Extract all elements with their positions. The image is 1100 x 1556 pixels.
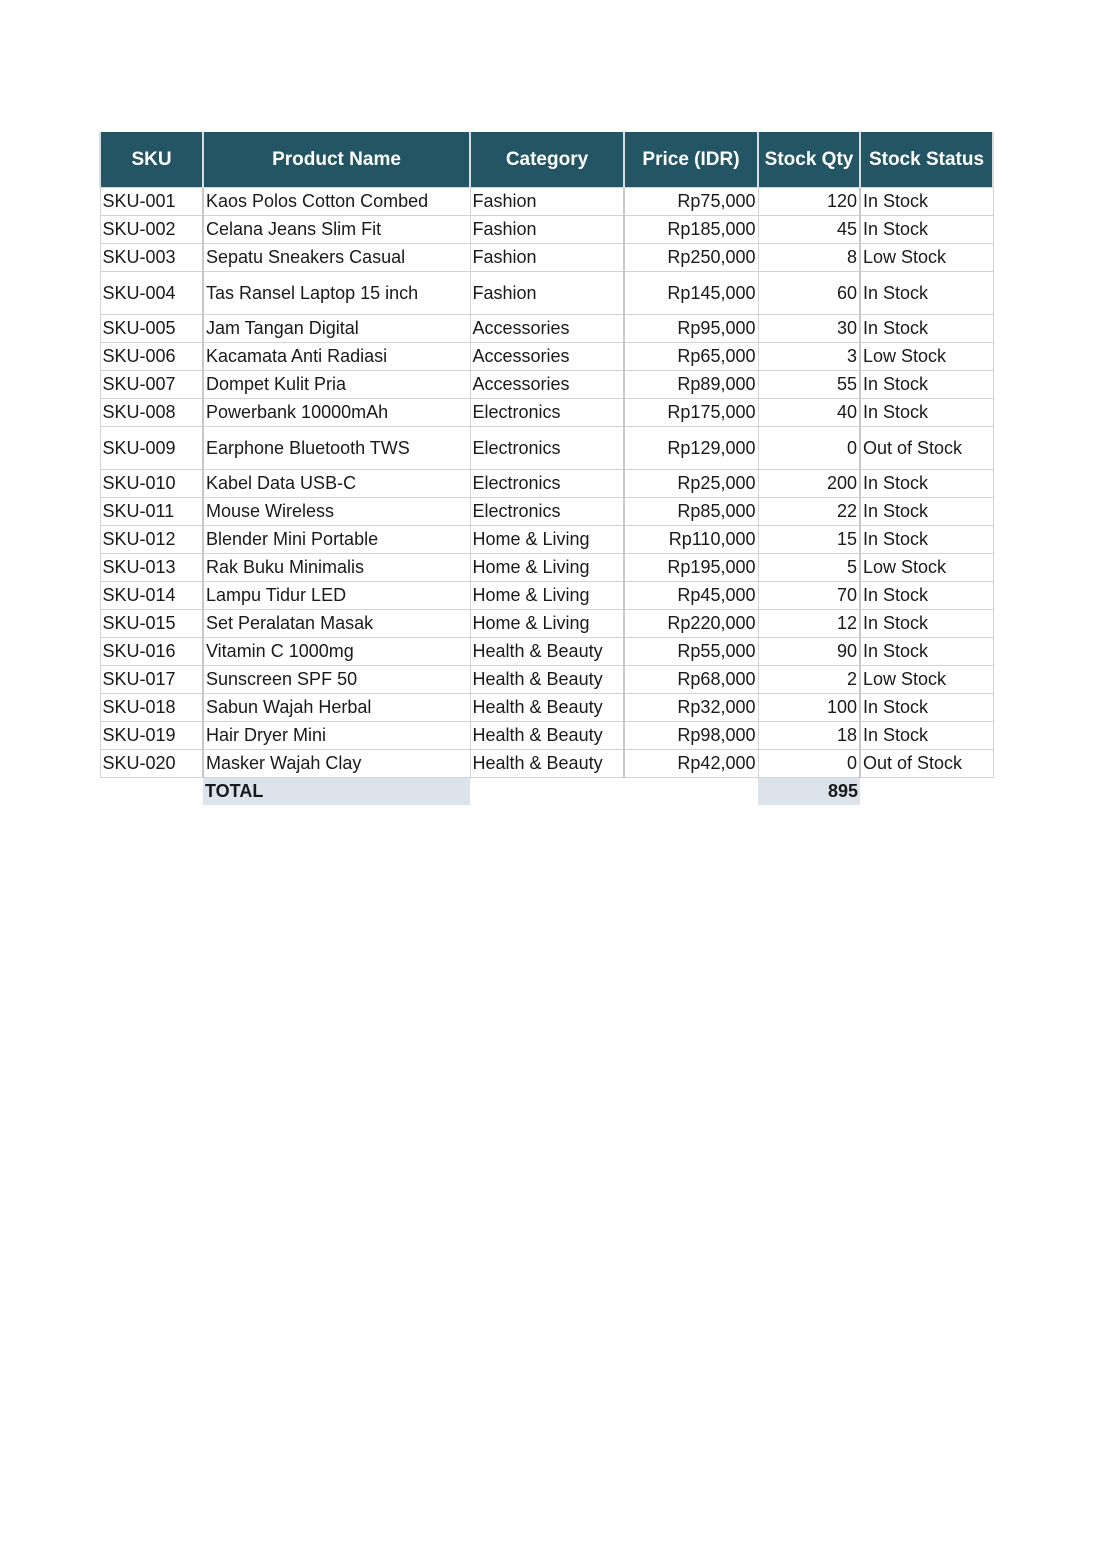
cell-product-name: Rak Buku Minimalis — [203, 554, 470, 582]
total-blank-price — [624, 778, 758, 806]
table-body — [100, 188, 993, 778]
cell-category: Health & Beauty — [470, 722, 624, 750]
cell-stock-status: Low Stock — [860, 343, 993, 371]
cell-stock-qty: 60 — [758, 272, 860, 315]
cell-stock-qty: 15 — [758, 526, 860, 554]
cell-price: Rp25,000 — [624, 470, 758, 498]
table-row — [100, 427, 993, 470]
cell-sku: SKU-014 — [100, 582, 203, 610]
cell-product-name: Masker Wajah Clay — [203, 750, 470, 778]
cell-stock-qty: 30 — [758, 315, 860, 343]
table-row — [100, 694, 993, 722]
cell-stock-status: Out of Stock — [860, 750, 993, 778]
table-header — [100, 132, 993, 188]
cell-category: Fashion — [470, 272, 624, 315]
cell-stock-status: In Stock — [860, 638, 993, 666]
cell-price: Rp129,000 — [624, 427, 758, 470]
cell-product-name: Sepatu Sneakers Casual — [203, 244, 470, 272]
cell-price: Rp75,000 — [624, 188, 758, 216]
total-row — [100, 778, 993, 806]
cell-price: Rp85,000 — [624, 498, 758, 526]
table-row — [100, 498, 993, 526]
cell-stock-status: Low Stock — [860, 244, 993, 272]
cell-sku: SKU-005 — [100, 315, 203, 343]
cell-category: Accessories — [470, 343, 624, 371]
cell-sku: SKU-013 — [100, 554, 203, 582]
cell-category: Electronics — [470, 498, 624, 526]
cell-price: Rp175,000 — [624, 399, 758, 427]
table-row — [100, 272, 993, 315]
total-blank-status — [860, 778, 993, 806]
cell-category: Electronics — [470, 470, 624, 498]
total-label: TOTAL — [203, 778, 470, 806]
cell-stock-qty: 200 — [758, 470, 860, 498]
inventory-table — [99, 132, 994, 805]
cell-product-name: Kaos Polos Cotton Combed — [203, 188, 470, 216]
header-stock-status: Stock Status — [860, 132, 993, 188]
cell-stock-status: In Stock — [860, 272, 993, 315]
table-row — [100, 582, 993, 610]
cell-stock-status: Low Stock — [860, 666, 993, 694]
cell-stock-status: Out of Stock — [860, 427, 993, 470]
table-footer — [100, 778, 993, 806]
cell-category: Health & Beauty — [470, 666, 624, 694]
cell-stock-qty: 2 — [758, 666, 860, 694]
cell-price: Rp65,000 — [624, 343, 758, 371]
table-row — [100, 638, 993, 666]
cell-stock-status: In Stock — [860, 371, 993, 399]
cell-product-name: Set Peralatan Masak — [203, 610, 470, 638]
cell-sku: SKU-018 — [100, 694, 203, 722]
cell-price: Rp95,000 — [624, 315, 758, 343]
cell-sku: SKU-004 — [100, 272, 203, 315]
cell-category: Fashion — [470, 216, 624, 244]
cell-category: Accessories — [470, 371, 624, 399]
cell-product-name: Earphone Bluetooth TWS — [203, 427, 470, 470]
cell-stock-status: In Stock — [860, 188, 993, 216]
header-category: Category — [470, 132, 624, 188]
cell-sku: SKU-008 — [100, 399, 203, 427]
cell-stock-qty: 3 — [758, 343, 860, 371]
cell-price: Rp220,000 — [624, 610, 758, 638]
cell-stock-status: In Stock — [860, 610, 993, 638]
cell-category: Home & Living — [470, 526, 624, 554]
cell-stock-qty: 22 — [758, 498, 860, 526]
cell-sku: SKU-016 — [100, 638, 203, 666]
cell-category: Health & Beauty — [470, 750, 624, 778]
cell-price: Rp68,000 — [624, 666, 758, 694]
cell-sku: SKU-012 — [100, 526, 203, 554]
cell-category: Health & Beauty — [470, 694, 624, 722]
cell-stock-status: Low Stock — [860, 554, 993, 582]
cell-category: Electronics — [470, 427, 624, 470]
cell-stock-qty: 40 — [758, 399, 860, 427]
cell-price: Rp195,000 — [624, 554, 758, 582]
cell-price: Rp145,000 — [624, 272, 758, 315]
table-row — [100, 526, 993, 554]
cell-stock-qty: 55 — [758, 371, 860, 399]
cell-product-name: Sunscreen SPF 50 — [203, 666, 470, 694]
cell-product-name: Celana Jeans Slim Fit — [203, 216, 470, 244]
cell-sku: SKU-011 — [100, 498, 203, 526]
cell-category: Home & Living — [470, 582, 624, 610]
cell-sku: SKU-015 — [100, 610, 203, 638]
table-row — [100, 610, 993, 638]
cell-stock-qty: 45 — [758, 216, 860, 244]
cell-stock-qty: 8 — [758, 244, 860, 272]
cell-stock-qty: 100 — [758, 694, 860, 722]
cell-category: Home & Living — [470, 554, 624, 582]
cell-product-name: Vitamin C 1000mg — [203, 638, 470, 666]
cell-stock-qty: 0 — [758, 427, 860, 470]
header-stock-qty: Stock Qty — [758, 132, 860, 188]
cell-product-name: Blender Mini Portable — [203, 526, 470, 554]
cell-product-name: Powerbank 10000mAh — [203, 399, 470, 427]
cell-product-name: Kabel Data USB-C — [203, 470, 470, 498]
cell-stock-qty: 12 — [758, 610, 860, 638]
cell-category: Home & Living — [470, 610, 624, 638]
table-row — [100, 244, 993, 272]
cell-price: Rp45,000 — [624, 582, 758, 610]
cell-category: Fashion — [470, 244, 624, 272]
cell-category: Electronics — [470, 399, 624, 427]
cell-product-name: Dompet Kulit Pria — [203, 371, 470, 399]
header-row — [100, 132, 993, 188]
cell-product-name: Jam Tangan Digital — [203, 315, 470, 343]
cell-sku: SKU-002 — [100, 216, 203, 244]
cell-sku: SKU-001 — [100, 188, 203, 216]
table-row — [100, 399, 993, 427]
table-row — [100, 666, 993, 694]
cell-stock-status: In Stock — [860, 399, 993, 427]
cell-product-name: Mouse Wireless — [203, 498, 470, 526]
cell-sku: SKU-010 — [100, 470, 203, 498]
table-row — [100, 188, 993, 216]
cell-sku: SKU-019 — [100, 722, 203, 750]
cell-product-name: Hair Dryer Mini — [203, 722, 470, 750]
cell-price: Rp98,000 — [624, 722, 758, 750]
cell-sku: SKU-020 — [100, 750, 203, 778]
table-row — [100, 216, 993, 244]
cell-price: Rp250,000 — [624, 244, 758, 272]
table-row — [100, 722, 993, 750]
cell-stock-qty: 5 — [758, 554, 860, 582]
total-blank-category — [470, 778, 624, 806]
cell-price: Rp89,000 — [624, 371, 758, 399]
cell-sku: SKU-006 — [100, 343, 203, 371]
cell-stock-status: In Stock — [860, 526, 993, 554]
cell-category: Fashion — [470, 188, 624, 216]
cell-stock-qty: 120 — [758, 188, 860, 216]
cell-stock-status: In Stock — [860, 582, 993, 610]
header-product-name: Product Name — [203, 132, 470, 188]
cell-product-name: Lampu Tidur LED — [203, 582, 470, 610]
cell-price: Rp32,000 — [624, 694, 758, 722]
cell-category: Accessories — [470, 315, 624, 343]
table-row — [100, 470, 993, 498]
cell-price: Rp55,000 — [624, 638, 758, 666]
table-row — [100, 554, 993, 582]
cell-stock-status: In Stock — [860, 315, 993, 343]
table-row — [100, 343, 993, 371]
cell-stock-qty: 0 — [758, 750, 860, 778]
cell-category: Health & Beauty — [470, 638, 624, 666]
cell-stock-qty: 18 — [758, 722, 860, 750]
table-row — [100, 750, 993, 778]
cell-price: Rp110,000 — [624, 526, 758, 554]
cell-stock-status: In Stock — [860, 694, 993, 722]
table-row — [100, 371, 993, 399]
cell-product-name: Kacamata Anti Radiasi — [203, 343, 470, 371]
header-price: Price (IDR) — [624, 132, 758, 188]
cell-product-name: Tas Ransel Laptop 15 inch — [203, 272, 470, 315]
table-row — [100, 315, 993, 343]
total-blank-sku — [100, 778, 203, 806]
cell-product-name: Sabun Wajah Herbal — [203, 694, 470, 722]
cell-stock-status: In Stock — [860, 470, 993, 498]
cell-stock-status: In Stock — [860, 722, 993, 750]
cell-stock-qty: 70 — [758, 582, 860, 610]
cell-stock-qty: 90 — [758, 638, 860, 666]
cell-stock-status: In Stock — [860, 498, 993, 526]
cell-price: Rp42,000 — [624, 750, 758, 778]
cell-stock-status: In Stock — [860, 216, 993, 244]
cell-price: Rp185,000 — [624, 216, 758, 244]
cell-sku: SKU-007 — [100, 371, 203, 399]
cell-sku: SKU-009 — [100, 427, 203, 470]
cell-sku: SKU-017 — [100, 666, 203, 694]
header-sku: SKU — [100, 132, 203, 188]
total-stock-qty: 895 — [758, 778, 860, 806]
cell-sku: SKU-003 — [100, 244, 203, 272]
